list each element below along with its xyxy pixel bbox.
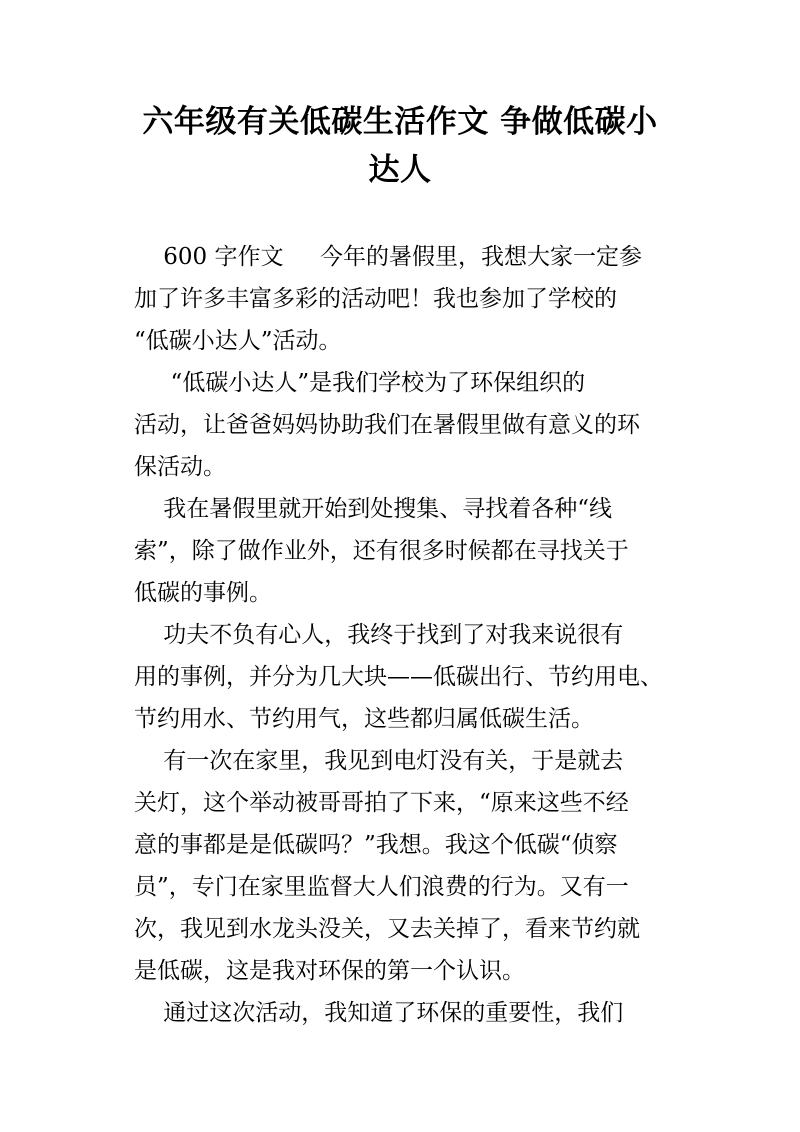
text-line: 有一次在家里，我见到电灯没有关，于是就去	[134, 748, 624, 774]
text-line: 通过这次活动，我知道了环保的重要性，我们	[134, 1000, 624, 1026]
text-line: 是低碳，这是我对环保的第一个认识。	[134, 958, 525, 984]
text-line: 600 字作文 今年的暑假里，我想大家一定参	[134, 244, 643, 270]
text-line: 关灯，这个举动被哥哥拍了下来，“原来这些不经	[134, 790, 629, 816]
paragraph	[134, 488, 694, 614]
text-line: “低碳小达人”是我们学校为了环保组织的	[134, 370, 586, 396]
text-line: 低碳的事例。	[134, 580, 272, 606]
text-line: 功夫不负有心人，我终于找到了对我来说很有	[134, 622, 624, 648]
text-line: 活动，让爸爸妈妈协助我们在暑假里做有意义的环	[134, 412, 640, 438]
title-line: 六年级有关低碳生活作文 争做低碳小	[142, 104, 658, 140]
title-line: 达人	[368, 152, 432, 188]
document-body	[134, 236, 694, 1034]
text-line: 节约用水、节约用气，这些都归属低碳生活。	[134, 706, 594, 732]
paragraph	[134, 236, 694, 362]
paragraph	[134, 614, 694, 740]
text-line: 次，我见到水龙头没关，又去关掉了，看来节约就	[134, 916, 640, 942]
text-line: 用的事例，并分为几大块——低碳出行、节约用电、	[134, 664, 663, 690]
paragraph	[134, 362, 694, 488]
paragraph	[134, 740, 694, 992]
text-line: 员”，专门在家里监督大人们浪费的行为。又有一	[134, 874, 629, 900]
text-line: 保活动。	[134, 454, 226, 480]
text-line: 索”，除了做作业外，还有很多时候都在寻找关于	[134, 538, 629, 564]
text-line: 加了许多丰富多彩的活动吧！我也参加了学校的	[134, 286, 617, 312]
document-title	[110, 98, 690, 194]
paragraph	[134, 992, 694, 1034]
text-line: 我在暑假里就开始到处搜集、寻找着各种“线	[134, 496, 613, 522]
text-line: “低碳小达人”活动。	[134, 328, 342, 354]
text-line: 意的事都是是低碳吗？”我想。我这个低碳“侦察	[134, 832, 618, 858]
